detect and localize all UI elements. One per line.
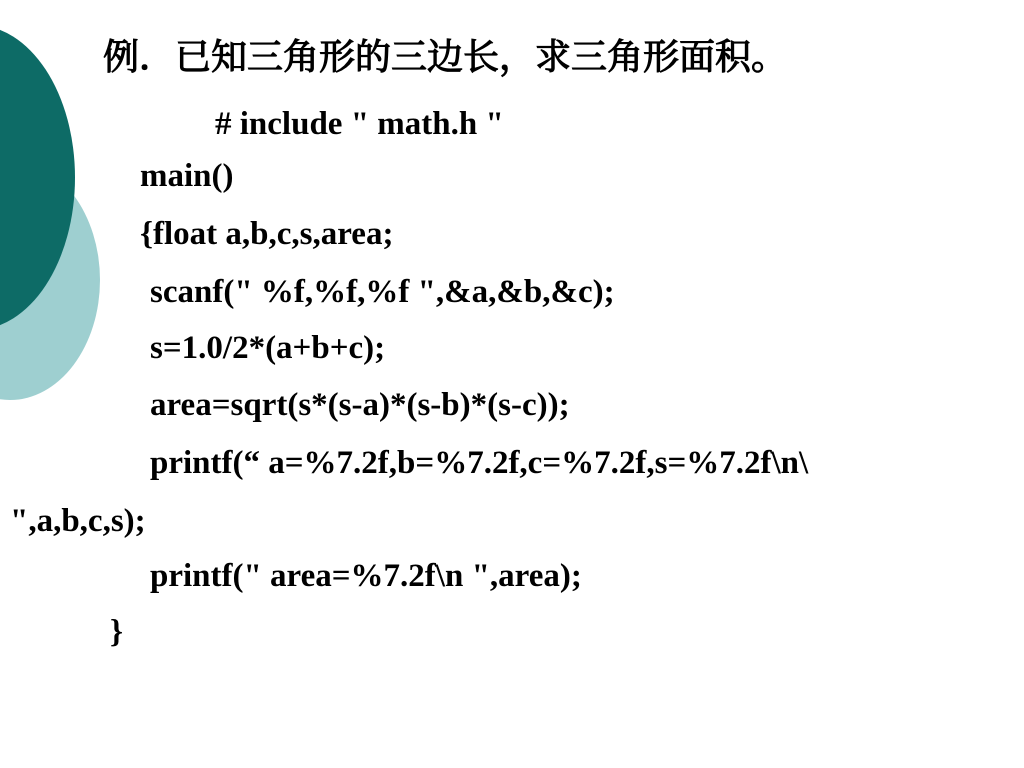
- code-line-scanf: scanf(" %f,%f,%f ",&a,&b,&c);: [150, 274, 615, 310]
- code-line-printf-sides: printf(“ a=%7.2f,b=%7.2f,c=%7.2f,s=%7.2f\n\: [150, 445, 809, 481]
- code-line-area: area=sqrt(s*(s-a)*(s-b)*(s-c));: [150, 387, 570, 423]
- slide-title: 例．已知三角形的三边长，求三角形面积。: [103, 37, 788, 78]
- code-line-printf-area: printf(" area=%7.2f\n ",area);: [150, 558, 582, 594]
- code-line-main: main(): [140, 158, 234, 194]
- code-line-close-brace: }: [110, 614, 124, 650]
- code-line-semi-perimeter: s=1.0/2*(a+b+c);: [150, 330, 386, 366]
- code-line-printf-args: ",a,b,c,s);: [10, 503, 146, 539]
- code-line-include: # include " math.h ": [215, 106, 504, 142]
- code-line-declaration: {float a,b,c,s,area;: [140, 216, 394, 252]
